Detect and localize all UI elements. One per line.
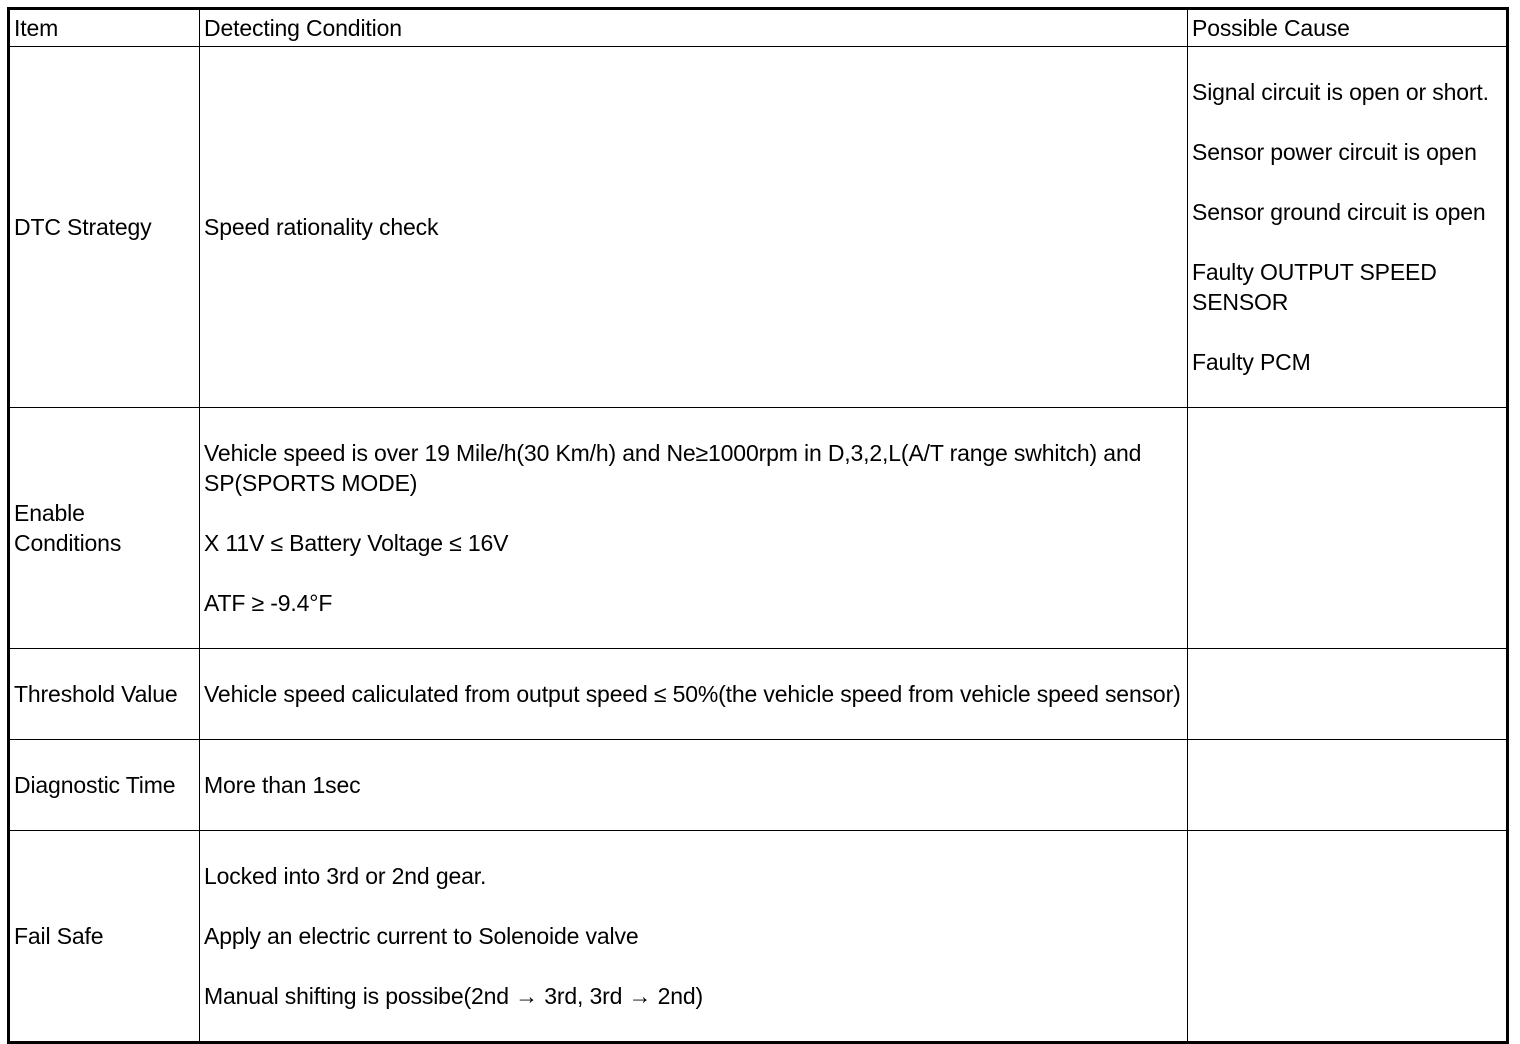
item-cell: Fail Safe — [9, 831, 200, 1043]
table-row — [9, 740, 1508, 831]
cause-line: Faulty OUTPUT SPEED SENSOR — [1192, 259, 1437, 315]
condition-line: Vehicle speed caliculated from output speed ≤ 50%(the vehicle speed from vehicle speed sensor) — [204, 681, 1181, 707]
table-row — [9, 649, 1508, 740]
condition-line: X 11V ≤ Battery Voltage ≤ 16V — [204, 530, 509, 556]
condition-line: Speed rationality check — [204, 214, 439, 240]
condition-line: Locked into 3rd or 2nd gear. — [204, 863, 487, 889]
cause-line: Sensor ground circuit is open — [1192, 199, 1486, 225]
cause-cell — [1188, 740, 1508, 831]
condition-line: More than 1sec — [204, 772, 361, 798]
table-row — [9, 408, 1508, 649]
condition-cell — [200, 408, 1188, 649]
table-header-row — [9, 9, 1508, 47]
cause-line: Signal circuit is open or short. — [1192, 79, 1489, 105]
item-cell: Diagnostic Time — [9, 740, 200, 831]
condition-line: Vehicle speed is over 19 Mile/h(30 Km/h) and Ne≥1000rpm in D,3,2,L(A/T range swhitch) and SP(SPORTS MODE) — [204, 440, 1142, 496]
condition-line: Apply an electric current to Solenoide valve — [204, 923, 639, 949]
item-cell: Threshold Value — [9, 649, 200, 740]
condition-line: ATF ≥ -9.4°F — [204, 590, 333, 616]
condition-cell — [200, 47, 1188, 408]
header-item: Item — [9, 9, 200, 47]
table-row — [9, 831, 1508, 1043]
cause-line: Sensor power circuit is open — [1192, 139, 1477, 165]
table-row — [9, 47, 1508, 408]
condition-cell — [200, 831, 1188, 1043]
cause-cell — [1188, 408, 1508, 649]
cause-cell — [1188, 47, 1508, 408]
item-cell: DTC Strategy — [9, 47, 200, 408]
condition-line: Manual shifting is possibe(2nd → 3rd, 3rd → 2nd) — [204, 983, 704, 1009]
condition-cell — [200, 649, 1188, 740]
cause-line: Faulty PCM — [1192, 349, 1311, 375]
cause-cell — [1188, 831, 1508, 1043]
header-possible-cause: Possible Cause — [1188, 9, 1508, 47]
condition-cell — [200, 740, 1188, 831]
header-detecting-condition: Detecting Condition — [200, 9, 1188, 47]
dtc-table — [7, 7, 1509, 1044]
item-cell: Enable Conditions — [9, 408, 200, 649]
cause-cell — [1188, 649, 1508, 740]
